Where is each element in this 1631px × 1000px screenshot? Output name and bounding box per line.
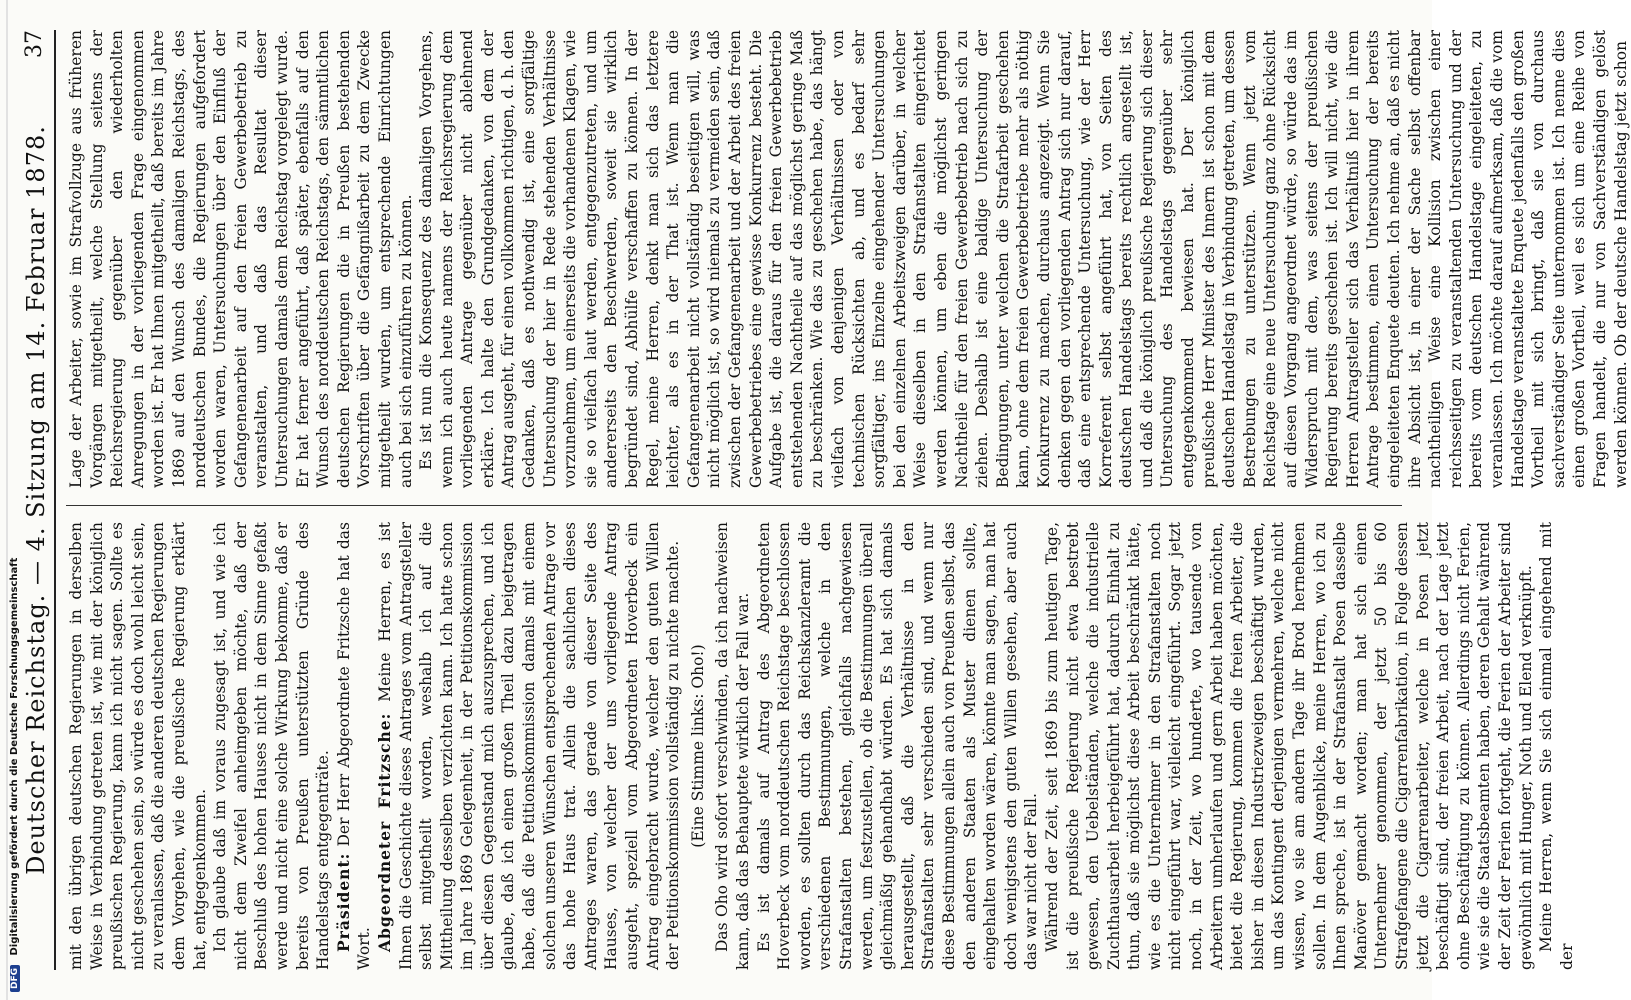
paragraph: mit den übrigen deutschen Regierungen in derselben Weise in Verbindung getreten ist, wie mit der königlich preußischen Regierung, kann ich nicht sagen. Sollte es nicht geschehen sein, so würde es doch wohl leicht sein, zu veranlassen, daß die anderen deutschen Regierungen dem Vorgehen, wie die preußische Regierung erklärt hat, entgegenkommen. (67, 522, 209, 970)
interjection: (Eine Stimme links: Oho!) (688, 644, 707, 848)
paragraph: Es ist damals auf Antrag des Abgeordneten Hoverbeck vom norddeutschen Reichstage beschlossen worden, es sollten durch das Reichskanzleramt die verschiedenen Bestimmungen, welche in den Strafanstalten bestehen, gleichfalls nachgewiesen werden, um festzustellen, ob die Bestimmungen überall gleichmäßig gehandhabt würden. Es hat sich damals herausgestellt, daß die Verhältnisse in den Strafanstalten sehr verschieden sind, und wenn nur diese Bestimmungen allein auch von Preußen selbst, das den anderen Staaten als Muster dienen sollte, eingehalten worden wären, könnte man sagen, man hat doch wenigstens den guten Willen gesehen, aber auch das war nicht der Fall. (754, 522, 1041, 970)
left-column (66, 521, 1576, 970)
speaker-label: Präsident: (333, 852, 353, 952)
paragraph: Das Oho wird sofort verschwinden, da ich nachweisen kann, daß das Behauptete wirklich der Fall war. (713, 522, 752, 970)
speech-paragraph (375, 522, 684, 970)
paragraph: Während der Zeit, seit 1869 bis zum heutigen Tage, ist die preußische Regierung nicht etwa bestrebt gewesen, den Uebelständen, welche die industrielle Zuchthausarbeit herbeigeführt hat, dadurch Einhalt zu thun, daß sie möglichst diese Arbeit beschränkt hätte, wie es die Unternehmer in den Strafanstalten noch nicht eingeführt war, vielleicht eingeführt. Sogar jetzt noch, in der Zeit, wo hunderte, wo tausende von Arbeitern umherlaufen und gern Arbeit haben möchten, bietet die Regierung, kommen die freien Arbeiter, die bisher in diesen Industriezweigen beschäftigt wurden, um das Kontingent derjenigen vermehren, welche nicht wissen, wo sie am andern Tage ihr Brod hernehmen sollen. In dem Augenblicke, meine Herren, wo ich zu Ihnen spreche, ist in der Strafanstalt Posen dasselbe Manöver gemacht worden; man hat sich einen Unternehmer genommen, der jetzt 50 bis 60 Strafgefangene die Cigarrenfabrikation, in Folge dessen jetzt die Cigarrenarbeiter, welche in Posen jetzt beschäftigt sind, der freien Arbeit, nach der Lage jetzt ohne Beschäftigung zu können. Allerdings nicht Ferien, wie sie die Staatsbeamten haben, deren Gehalt während der Zeit der Ferien fortgeht, die Ferien der Arbeiter sind gewöhnlich mit Hunger, Noth und Elend verknüpft. (1042, 522, 1535, 970)
digitization-credit (0, 0, 20, 1000)
statement-text: Der Herr Abgeordnete Fritzsche hat das Wort. (334, 522, 374, 970)
credit-label: Digitalisierung gefördert durch die Deutsche Forschungsgemeinschaft (9, 557, 20, 956)
credit-text-wrapper (9, 558, 20, 992)
page-title: Deutscher Reichstag. — 4. Sitzung am 14. Februar 1878. (22, 125, 50, 875)
right-column (66, 30, 1630, 488)
paragraph: Es ist nun die Konsequenz des damaligen Vorgehens, wenn ich auch heute namens der Reichsregierung dem vorliegenden Antrage gegenüber nicht ablehnend erkläre. Ich halte den Grundgedanken, von dem der Antrag ausgeht, für einen vollkommen richtigen, d. h. den Gedanken, daß es nothwendig ist, eine sorgfältige Untersuchung der hier in Rede stehenden Verhältnisse vorzunehmen, um einerseits die vorhandenen Klagen, wie sie so vielfach laut werden, entgegenzutreten, und um andererseits den Beschwerden, soweit sie wirklich begründet sind, Abhülfe verschaffen zu können. In der Regel, meine Herren, denkt man sich das letztere leichter, als es in der That ist. Wenn man die Gefangenenarbeit nicht vollständig beseitigen will, was nicht möglich ist, so wird niemals zu vermeiden sein, daß zwischen der Gefangenenarbeit und der Arbeit des freien Gewerbebetriebes eine gewisse Konkurrenz besteht. Die Aufgabe ist, die daraus für den freien Gewerbebetrieb entstehenden Nachtheile auf das möglichst geringe Maß zu beschränken. Wie das zu geschehen habe, das hängt vielfach von denjenigen Verhältnissen oder von technischen Rücksichten ab, und es bedarf sehr sorgfältiger, ins Einzelne eingehender Untersuchungen bei den einzelnen Arbeitszweigen darüber, in welcher Weise dieselben in den Strafanstalten eingerichtet werden können, um eben die möglichst geringen Nachtheile für den freien Gewerbebetrieb nach sich zu ziehen. Deshalb ist eine baldige Untersuchung der Bedingungen, unter welchen die Strafarbeit geschehen kann, ohne dem freien Gewerbebetriebe mehr als nöthig Konkurrenz zu machen, durchaus angezeigt. Wenn Sie denken gegen den vorliegenden Antrag sich nur darauf, daß eine entsprechende Untersuchung, wie der Herr Korreferent selbst angeführt hat, von Seiten des deutschen Handelstags bereits rechtlich angestellt ist, und daß die königlich preußische Regierung sich dieser Untersuchung des Handelstags gegenüber sehr entgegenkommend bewiesen hat. Der königlich preußische Herr Minister des Innern ist schon mit dem deutschen Handelstag in Verbindung getreten, um dessen Bestrebungen zu unterstützen. Wenn jetzt vom Reichstage eine neue Untersuchung ganz ohne Rücksicht auf diesen Vorgang angeordnet würde, so würde das im Widerspruch mit dem, was seitens der preußischen Regierung bereits geschehen ist. Ich will nicht, wie die Herren Antragsteller sich das Verhältniß hier in ihrem Antrage bestimmen, einen Untersuchung der bereits eingeleiteten Enquete deuten. Ich nehme an, daß es nicht ihre Absicht ist, in einer der Sache selbst offenbar nachtheiligen Weise eine Kollision zwischen einer reichsseitigen zu veranstaltenden Untersuchung und der bereits vom deutschen Handelstage eingeleiteten, zu veranlassen. Ich möchte darauf aufmerksam, daß die vom Handelstage veranstaltete Enquete jedenfalls den großen Vortheil mit sich bringt, daß sie von durchaus sachverständiger Seite unternommen ist. Ich nenne dies einen großen Vortheil, weil es sich um eine Reihe von Fragen handelt, die nur von Sachverständigen gelöst werden können. Ob der deutsche Handelstag jetzt schon (417, 30, 1630, 488)
column-divider (66, 505, 1402, 506)
president-statement (334, 522, 375, 970)
page-number: 37 (22, 30, 47, 58)
paragraph: Meine Herren, wenn Sie sich einmal eingehend mit der (1537, 522, 1576, 970)
paragraph: Lage der Arbeiter, sowie im Strafvollzuge aus früheren Vorgängen mitgetheilt, welche Stellung seitens der Reichsregierung gegenüber den wiederholten Anregungen in der vorliegenden Frage eingenommen worden ist. Er hat Ihnen mitgetheilt, daß bereits im Jahre 1869 auf den Wunsch des damaligen Reichstags, des norddeutschen Bundes, die Regierungen aufgefordert worden waren, Untersuchungen über den Einfluß der Gefangenenarbeit auf den freien Gewerbebetrieb zu veranstalten, und daß das Resultat dieser Untersuchungen damals dem Reichstag vorgelegt wurde. Er hat ferner angeführt, daß später, ebenfalls auf den Wunsch des norddeutschen Reichstags, den sämmtlichen deutschen Regierungen die in Preußen bestehenden Vorschriften über die Gefängnißarbeit zu dem Zwecke mitgetheilt wurden, um entsprechende Einrichtungen auch bei sich einzuführen zu können. (67, 30, 415, 488)
dfg-logo: DFG (10, 965, 20, 992)
speech-text: Meine Herren, es ist Ihnen die Geschichte dieses Antrages vom Antragsteller selbst mitgetheilt worden, weshalb ich auf die Mittheilung desselben verzichten kann. Ich hatte schon im Jahre 1869 Gelegenheit, in der Petitionskommission über diesen Gegenstand mich auszusprechen, und ich glaube, daß ich einen großen Theil dazu beigetragen habe, daß die Petitionskommission damals mit einem solchen unseren Wünschen entsprechenden Antrage vor das hohe Haus trat. Allein die sachlichen dieses Antrages waren, das gerade von dieser Seite des Hauses, von welcher der uns vorliegende Antrag ausgeht, speziell vom Abgeordneten Hoverbeck ein Antrag eingebracht wurde, welcher den guten Willen der Petitionskommission vollständig zu nichte machte. (375, 521, 683, 970)
paragraph: Ich glaube daß im voraus zugesagt ist, und wie ich nicht dem Zweifel anheimgeben möchte, daß der Beschluß des hohen Hauses nicht in dem Sinne gefaßt werde und nicht eine solche Wirkung bekomme, daß er bereits von Preußen unterstützten Gründe des Handelstags entgegenträte. (211, 522, 333, 970)
page-header (18, 30, 56, 970)
speaker-label: Abgeordneter Fritzsche: (374, 712, 394, 952)
